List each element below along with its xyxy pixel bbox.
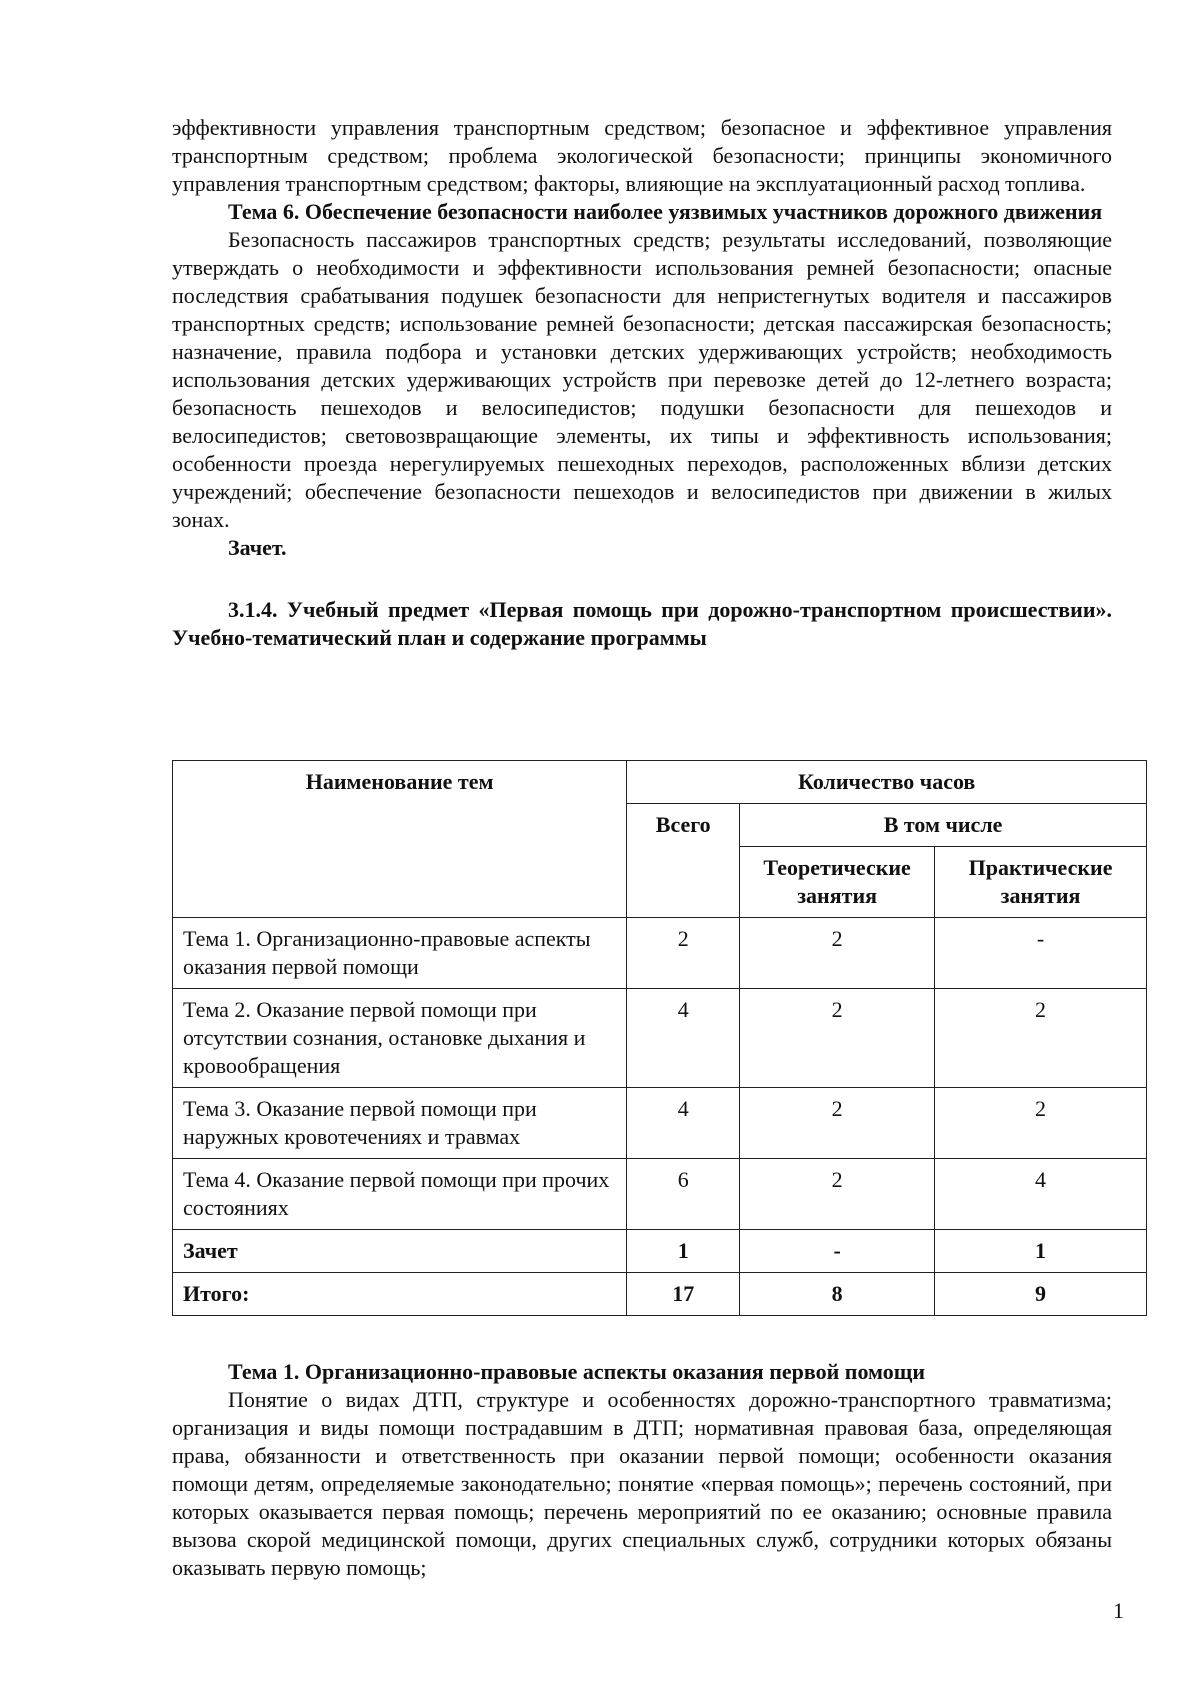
row-total: 17	[627, 1273, 740, 1316]
header-topic: Наименование тем	[173, 761, 627, 918]
row-topic: Тема 2. Оказание первой помощи при отсутствии сознания, остановке дыхания и кровообращения	[173, 989, 627, 1088]
header-hours: Количество часов	[627, 761, 1147, 804]
topic1-title: Тема 1. Организационно-правовые аспекты оказания первой помощи	[228, 1359, 925, 1384]
row-theory: 2	[740, 1159, 935, 1230]
row-theory: 2	[740, 989, 935, 1088]
row-practice: 4	[935, 1159, 1147, 1230]
header-theory: Теоретические занятия	[740, 847, 935, 918]
row-theory: 2	[740, 1088, 935, 1159]
topic6-title: Тема 6. Обеспечение безопасности наиболее уязвимых участников дорожного движения	[228, 199, 1103, 224]
header-practice: Практические занятия	[935, 847, 1147, 918]
document-body	[172, 114, 1112, 652]
table-row	[173, 1088, 1147, 1159]
row-topic: Тема 1. Организационно-правовые аспекты оказания первой помощи	[173, 918, 627, 989]
row-total: 6	[627, 1159, 740, 1230]
table-row	[173, 918, 1147, 989]
row-total: 2	[627, 918, 740, 989]
intro-paragraph: эффективности управления транспортным средством; безопасное и эффективное управления транспортным средством; проблема экологической безопасности; принципы экономичного управления транспортным средством; факторы, влияющие на эксплуатационный расход топлива.	[172, 115, 1112, 196]
row-practice: 9	[935, 1273, 1147, 1316]
row-theory: -	[740, 1230, 935, 1273]
row-topic: Итого:	[173, 1273, 627, 1316]
row-practice: 2	[935, 1088, 1147, 1159]
curriculum-table	[172, 760, 1147, 1316]
table-row	[173, 989, 1147, 1088]
row-practice: 1	[935, 1230, 1147, 1273]
row-topic: Тема 4. Оказание первой помощи при прочих состояниях	[173, 1159, 627, 1230]
topic6-body: Безопасность пассажиров транспортных средств; результаты исследований, позволяющие утверждать о необходимости и эффективности использования ремней безопасности; опасные последствия срабатывания подушек безопасности для непристегнутых водителя и пассажиров транспортных средств; использование ремней безопасности; детская пассажирская безопасность; назначение, правила подбора и установки детских удерживающих устройств; необходимость использования детских удерживающих устройств при перевозке детей до 12-летнего возраста; безопасность пешеходов и велосипедистов; подушки безопасности для пешеходов и велосипедистов; световозвращающие элементы, их типы и эффективность использования; особенности проезда нерегулируемых пешеходных переходов, расположенных вблизи детских учреждений; обеспечение безопасности пешеходов и велосипедистов при движении в жилых зонах.	[172, 227, 1112, 532]
zachet-label: Зачет.	[228, 535, 287, 560]
table-row-zachet	[173, 1230, 1147, 1273]
row-total: 1	[627, 1230, 740, 1273]
row-theory: 2	[740, 918, 935, 989]
row-practice: -	[935, 918, 1147, 989]
topic1-body: Понятие о видах ДТП, структуре и особенностях дорожно-транспортного травматизма; организация и виды помощи пострадавшим в ДТП; нормативная правовая база, определяющая права, обязанности и ответственность при оказании первой помощи; особенности оказания помощи детям, определяемые законодательно; понятие «первая помощь»; перечень состояний, при которых оказывается первая помощь; перечень мероприятий по ее оказанию; основные правила вызова скорой медицинской помощи, других специальных служб, сотрудники которых обязаны оказывать первую помощь;	[172, 1387, 1112, 1580]
row-topic: Тема 3. Оказание первой помощи при наружных кровотечениях и травмах	[173, 1088, 627, 1159]
table-row-total	[173, 1273, 1147, 1316]
page-number: 1	[1113, 1598, 1124, 1623]
header-total: Всего	[627, 804, 740, 918]
section-title: 3.1.4. Учебный предмет «Первая помощь при дорожно-транспортном происшествии». Учебно-тематический план и содержание программы	[172, 597, 1112, 650]
row-topic: Зачет	[173, 1230, 627, 1273]
table-row	[173, 1159, 1147, 1230]
row-theory: 8	[740, 1273, 935, 1316]
row-practice: 2	[935, 989, 1147, 1088]
header-including: В том числе	[740, 804, 1147, 847]
document-body-continued	[172, 1358, 1112, 1582]
row-total: 4	[627, 1088, 740, 1159]
table-header-row	[173, 761, 1147, 804]
row-total: 4	[627, 989, 740, 1088]
